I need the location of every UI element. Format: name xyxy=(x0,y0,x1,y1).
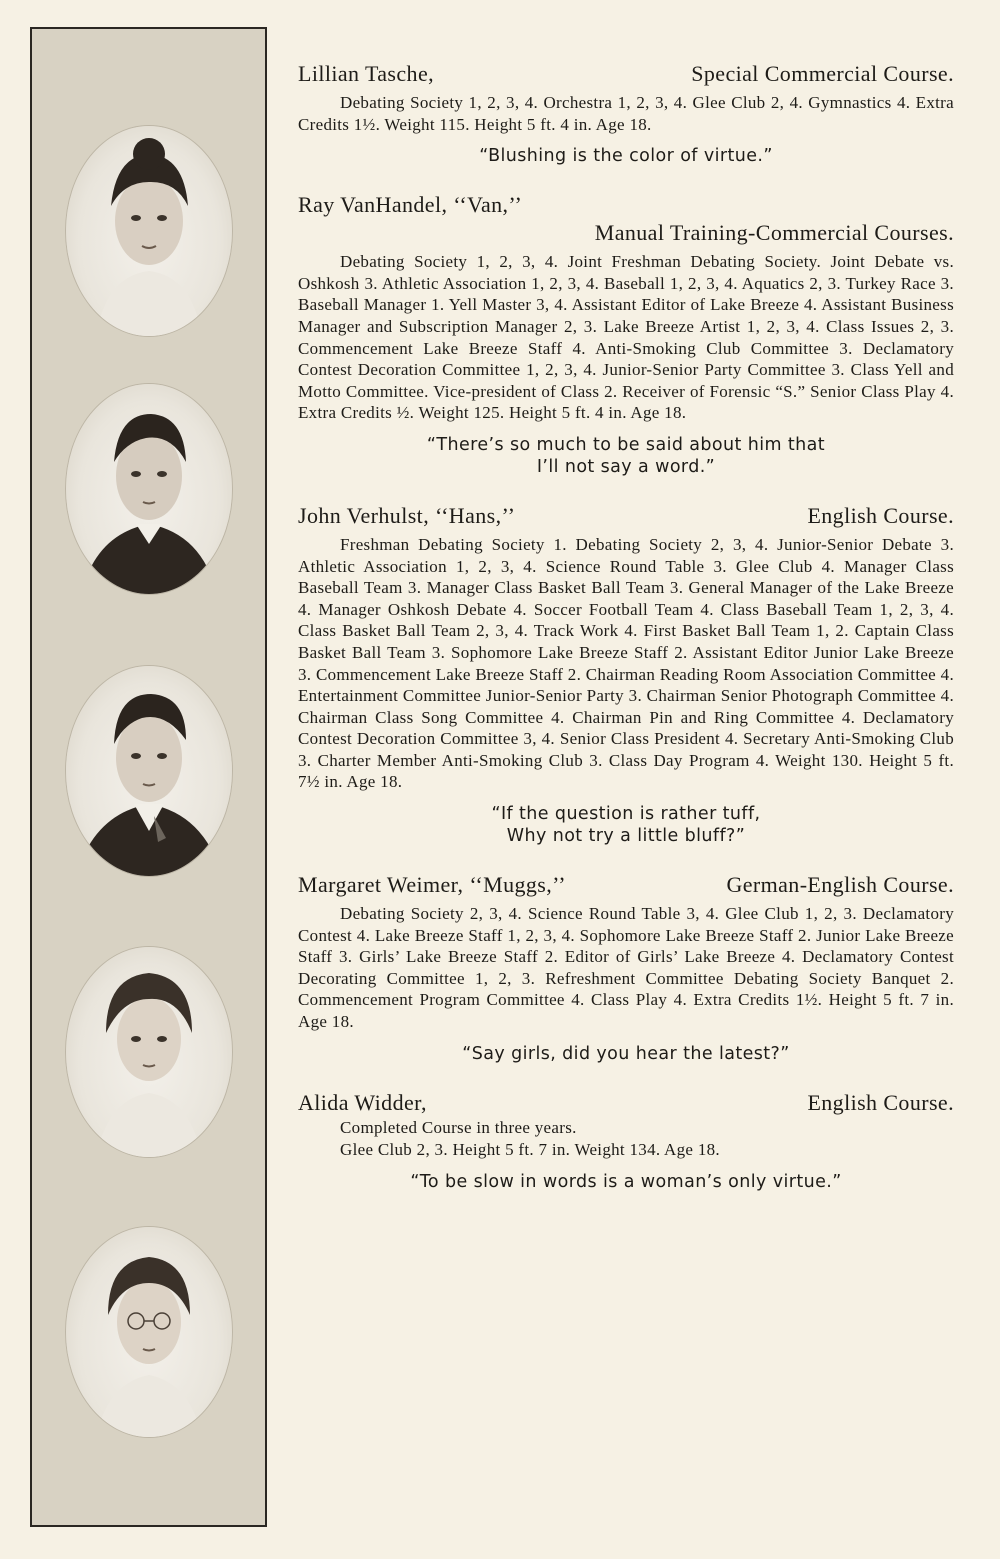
student-details: Freshman Debating Society 1. Debating Society 2, 3, 4. Junior-Senior Debate 3. Athletic Association 1, 2, 3, 4. Science Round Table 3. Glee Club 4. Manager Class Baseball Team 3. Manager Class Basket Ball Team 3. General Manager of the Lake Breeze 4. Manager Oshkosh Debate 4. Soccer Football Team 4. Class Baseball Team 1, 2, 3, 4. Class Basket Ball Team 2, 3, 4. Track Work 4. First Basket Ball Team 1, 2. Captain Class Basket Ball Team 3. Sophomore Lake Breeze Staff 2. Assistant Editor Junior Lake Breeze 3. Commencement Lake Breeze Staff 2. Chairman Reading Room Association Committee 4. Entertainment Committee Junior-Senior Party 3. Chairman Senior Photograph Committee 4. Chairman Class Song Committee 4. Chairman Pin and Ring Committee 4. Declamatory Contest Decoration Committee 3, 4. Senior Class President 4. Secretary Anti-Smoking Club 3. Charter Member Anti-Smoking Club 3. Class Day Program 4. Weight 130. Height 5 ft. 7½ in. Age 18. xyxy=(298,534,954,792)
portrait-john-verhulst xyxy=(66,666,232,876)
portrait-lillian-tasche xyxy=(66,126,232,336)
student-name: Margaret Weimer, ‘‘Muggs,’’ xyxy=(298,872,566,898)
student-details: Debating Society 2, 3, 4. Science Round Table 3, 4. Glee Club 1, 2, 3. Declamatory Contest 4. Lake Breeze Staff 1, 2, 3, 4. Sophomore Lake Breeze Staff 2. Junior Lake Breeze Staff 3. Girls’ Lake Breeze Staff 2. Editor of Girls’ Lake Breeze 4. Declamatory Contest Decorating Committee 1, 2, 3. Refreshment Committee Debating Society Banquet 2. Commencement Program Committee 4. Class Play 4. Extra Credits 1½. Height 5 ft. 7 in. Age 18. xyxy=(298,904,954,1032)
portrait-strip xyxy=(30,27,267,1527)
student-details-line-2: Glee Club 2, 3. Height 5 ft. 7 in. Weight 134. Age 18. xyxy=(340,1139,720,1159)
portrait-alida-widder xyxy=(66,1227,232,1437)
portrait-ray-vanhandel xyxy=(66,384,232,594)
student-details: Debating Society 1, 2, 3, 4. Orchestra 1, 2, 3, 4. Glee Club 2, 4. Gymnastics 4. Extra Credits 1½. Weight 115. Height 5 ft. 4 in. Age 18. xyxy=(298,93,954,134)
student-quote: “Say girls, did you hear the latest?” xyxy=(462,1043,790,1064)
course-name: English Course. xyxy=(807,502,954,528)
student-quote: “To be slow in words is a woman’s only virtue.” xyxy=(410,1171,842,1192)
course-name: Manual Training-Commercial Courses. xyxy=(594,220,954,246)
course-name: English Course. xyxy=(807,1089,954,1115)
entry-lillian-tasche xyxy=(298,60,954,167)
entry-john-verhulst xyxy=(298,502,954,847)
course-name: Special Commercial Course. xyxy=(691,61,954,86)
entry-margaret-weimer xyxy=(298,871,954,1065)
biography-column xyxy=(298,60,954,1217)
student-quote: “Blushing is the color of virtue.” xyxy=(479,146,773,167)
student-details: Debating Society 1, 2, 3, 4. Joint Freshman Debating Society. Joint Debate vs. Oshkosh 3. Athletic Association 1, 2, 3, 4. Baseball 1, 2, 3, 4. Aquatics 2, 3. Turkey Race 3. Baseball Manager 1. Yell Master 3, 4. Assistant Editor of Lake Breeze 4. Assistant Business Manager and Subscription Manager 2, 3. Lake Breeze Artist 1, 2, 3, 4. Class Issues 2, 3. Commencement Lake Breeze Staff 4. Anti-Smoking Club Committee 3. Declamatory Contest Decoration Committee 1, 2, 3, 4. Junior-Senior Party Committee 3. Class Yell and Motto Committee. Vice-president of Class 2. Receiver of Forensic “S.” Senior Class Play 4. Extra Credits ½. Weight 125. Height 5 ft. 4 in. Age 18. xyxy=(298,252,954,423)
student-name: Ray VanHandel, ‘‘Van,’’ xyxy=(298,192,523,218)
entry-alida-widder xyxy=(298,1089,954,1193)
course-name: German-English Course. xyxy=(726,872,954,898)
student-name: John Verhulst, ‘‘Hans,’’ xyxy=(298,502,516,528)
entry-ray-vanhandel xyxy=(298,191,954,478)
student-name: Alida Widder, xyxy=(298,1089,427,1115)
portrait-margaret-weimer xyxy=(66,947,232,1157)
student-details-line-1: Completed Course in three years. xyxy=(340,1117,577,1137)
student-name: Lillian Tasche, xyxy=(298,61,435,86)
student-quote: “There’s so much to be said about him that I’ll not say a word.” xyxy=(426,434,826,477)
student-quote: “If the question is rather tuff, Why not try a little bluff?” xyxy=(491,804,761,847)
